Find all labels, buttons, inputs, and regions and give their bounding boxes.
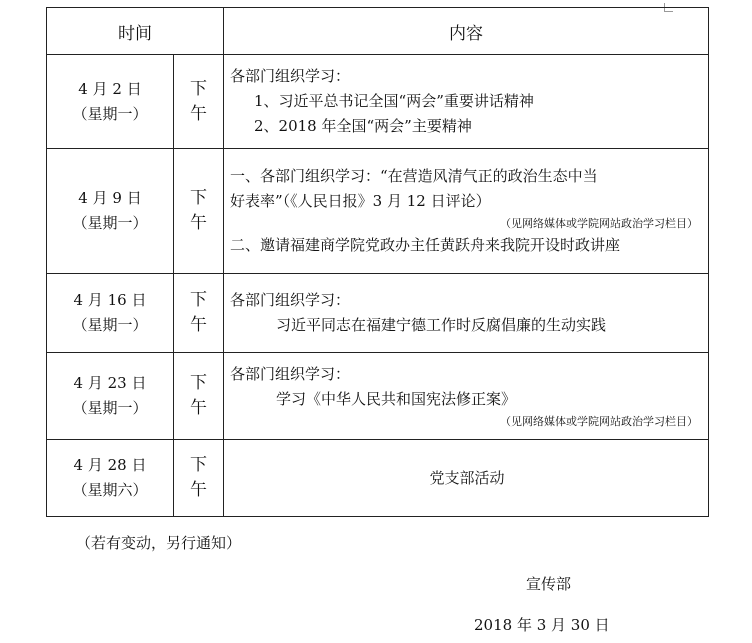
content-cell [224,440,709,517]
period-bottom: 午 [190,398,207,418]
table-row [47,353,709,440]
date-text: 4 月 2 日 [78,79,142,98]
period-cell [174,55,224,149]
content-line: 各部门组织学习： [230,364,351,383]
content-note: （见网络媒体或学院网站政治学习栏目） [500,217,698,230]
date-cell [47,55,174,149]
date-text: 4 月 28 日 [73,456,147,474]
content-cell [224,55,709,149]
date-text: 4 月 16 日 [73,291,147,309]
issuing-department: 宣传部 [526,575,572,593]
period-bottom: 午 [190,103,207,124]
content-line: 一、各部门组织学习：“在营造风清气正的政治生态中当 [230,167,598,185]
content-line: 习近平同志在福建宁德工作时反腐倡廉的生动实践 [276,316,607,334]
period-cell [174,440,224,517]
weekday-text: （星期一） [72,316,148,334]
content-cell [224,149,709,274]
header-content: 内容 [224,8,709,55]
content-line: 各部门组织学习： [230,67,351,85]
table-row [47,274,709,353]
period-top: 下 [190,455,207,475]
date-cell [47,274,174,353]
weekday-text: （星期一） [72,104,148,123]
content-line: 1、习近平总书记全国“两会”重要讲话精神 [254,92,534,110]
period-cell [174,353,224,440]
content-line: 2、2018 年全国“两会”主要精神 [254,117,472,135]
date-cell [47,149,174,274]
header-time: 时间 [47,8,224,55]
period-top: 下 [190,373,207,393]
content-line: 好表率”（《人民日报》3 月 12 日评论） [230,192,491,210]
period-cell [174,274,224,353]
period-bottom: 午 [190,315,207,335]
date-cell [47,353,174,440]
date-text: 4 月 9 日 [78,189,142,207]
period-bottom: 午 [190,213,207,233]
content-line: 党支部活动 [429,468,505,487]
content-line: 二、邀请福建商学院党政办主任黄跃舟来我院开设时政讲座 [230,236,621,254]
table-header-row [47,8,709,55]
date-text: 4 月 23 日 [73,374,147,392]
content-cell [224,353,709,440]
period-cell [174,149,224,274]
content-line: 各部门组织学习： [230,291,351,309]
date-cell [47,440,174,517]
content-line: 学习《中华人民共和国宪法修正案》 [276,389,517,408]
weekday-text: （星期一） [72,214,148,232]
period-top: 下 [190,188,207,208]
table-row [47,149,709,274]
content-cell [224,274,709,353]
content-note: （见网络媒体或学院网站政治学习栏目） [500,414,698,428]
period-bottom: 午 [190,480,207,500]
weekday-text: （星期一） [72,399,148,417]
period-top: 下 [190,78,207,99]
period-top: 下 [190,290,207,310]
table-row [47,55,709,149]
issue-date: 2018 年 3 月 30 日 [474,616,610,634]
table-row [47,440,709,517]
change-notice: （若有变动，另行通知） [76,534,242,552]
weekday-text: （星期六） [72,481,148,499]
schedule-table [46,7,709,517]
